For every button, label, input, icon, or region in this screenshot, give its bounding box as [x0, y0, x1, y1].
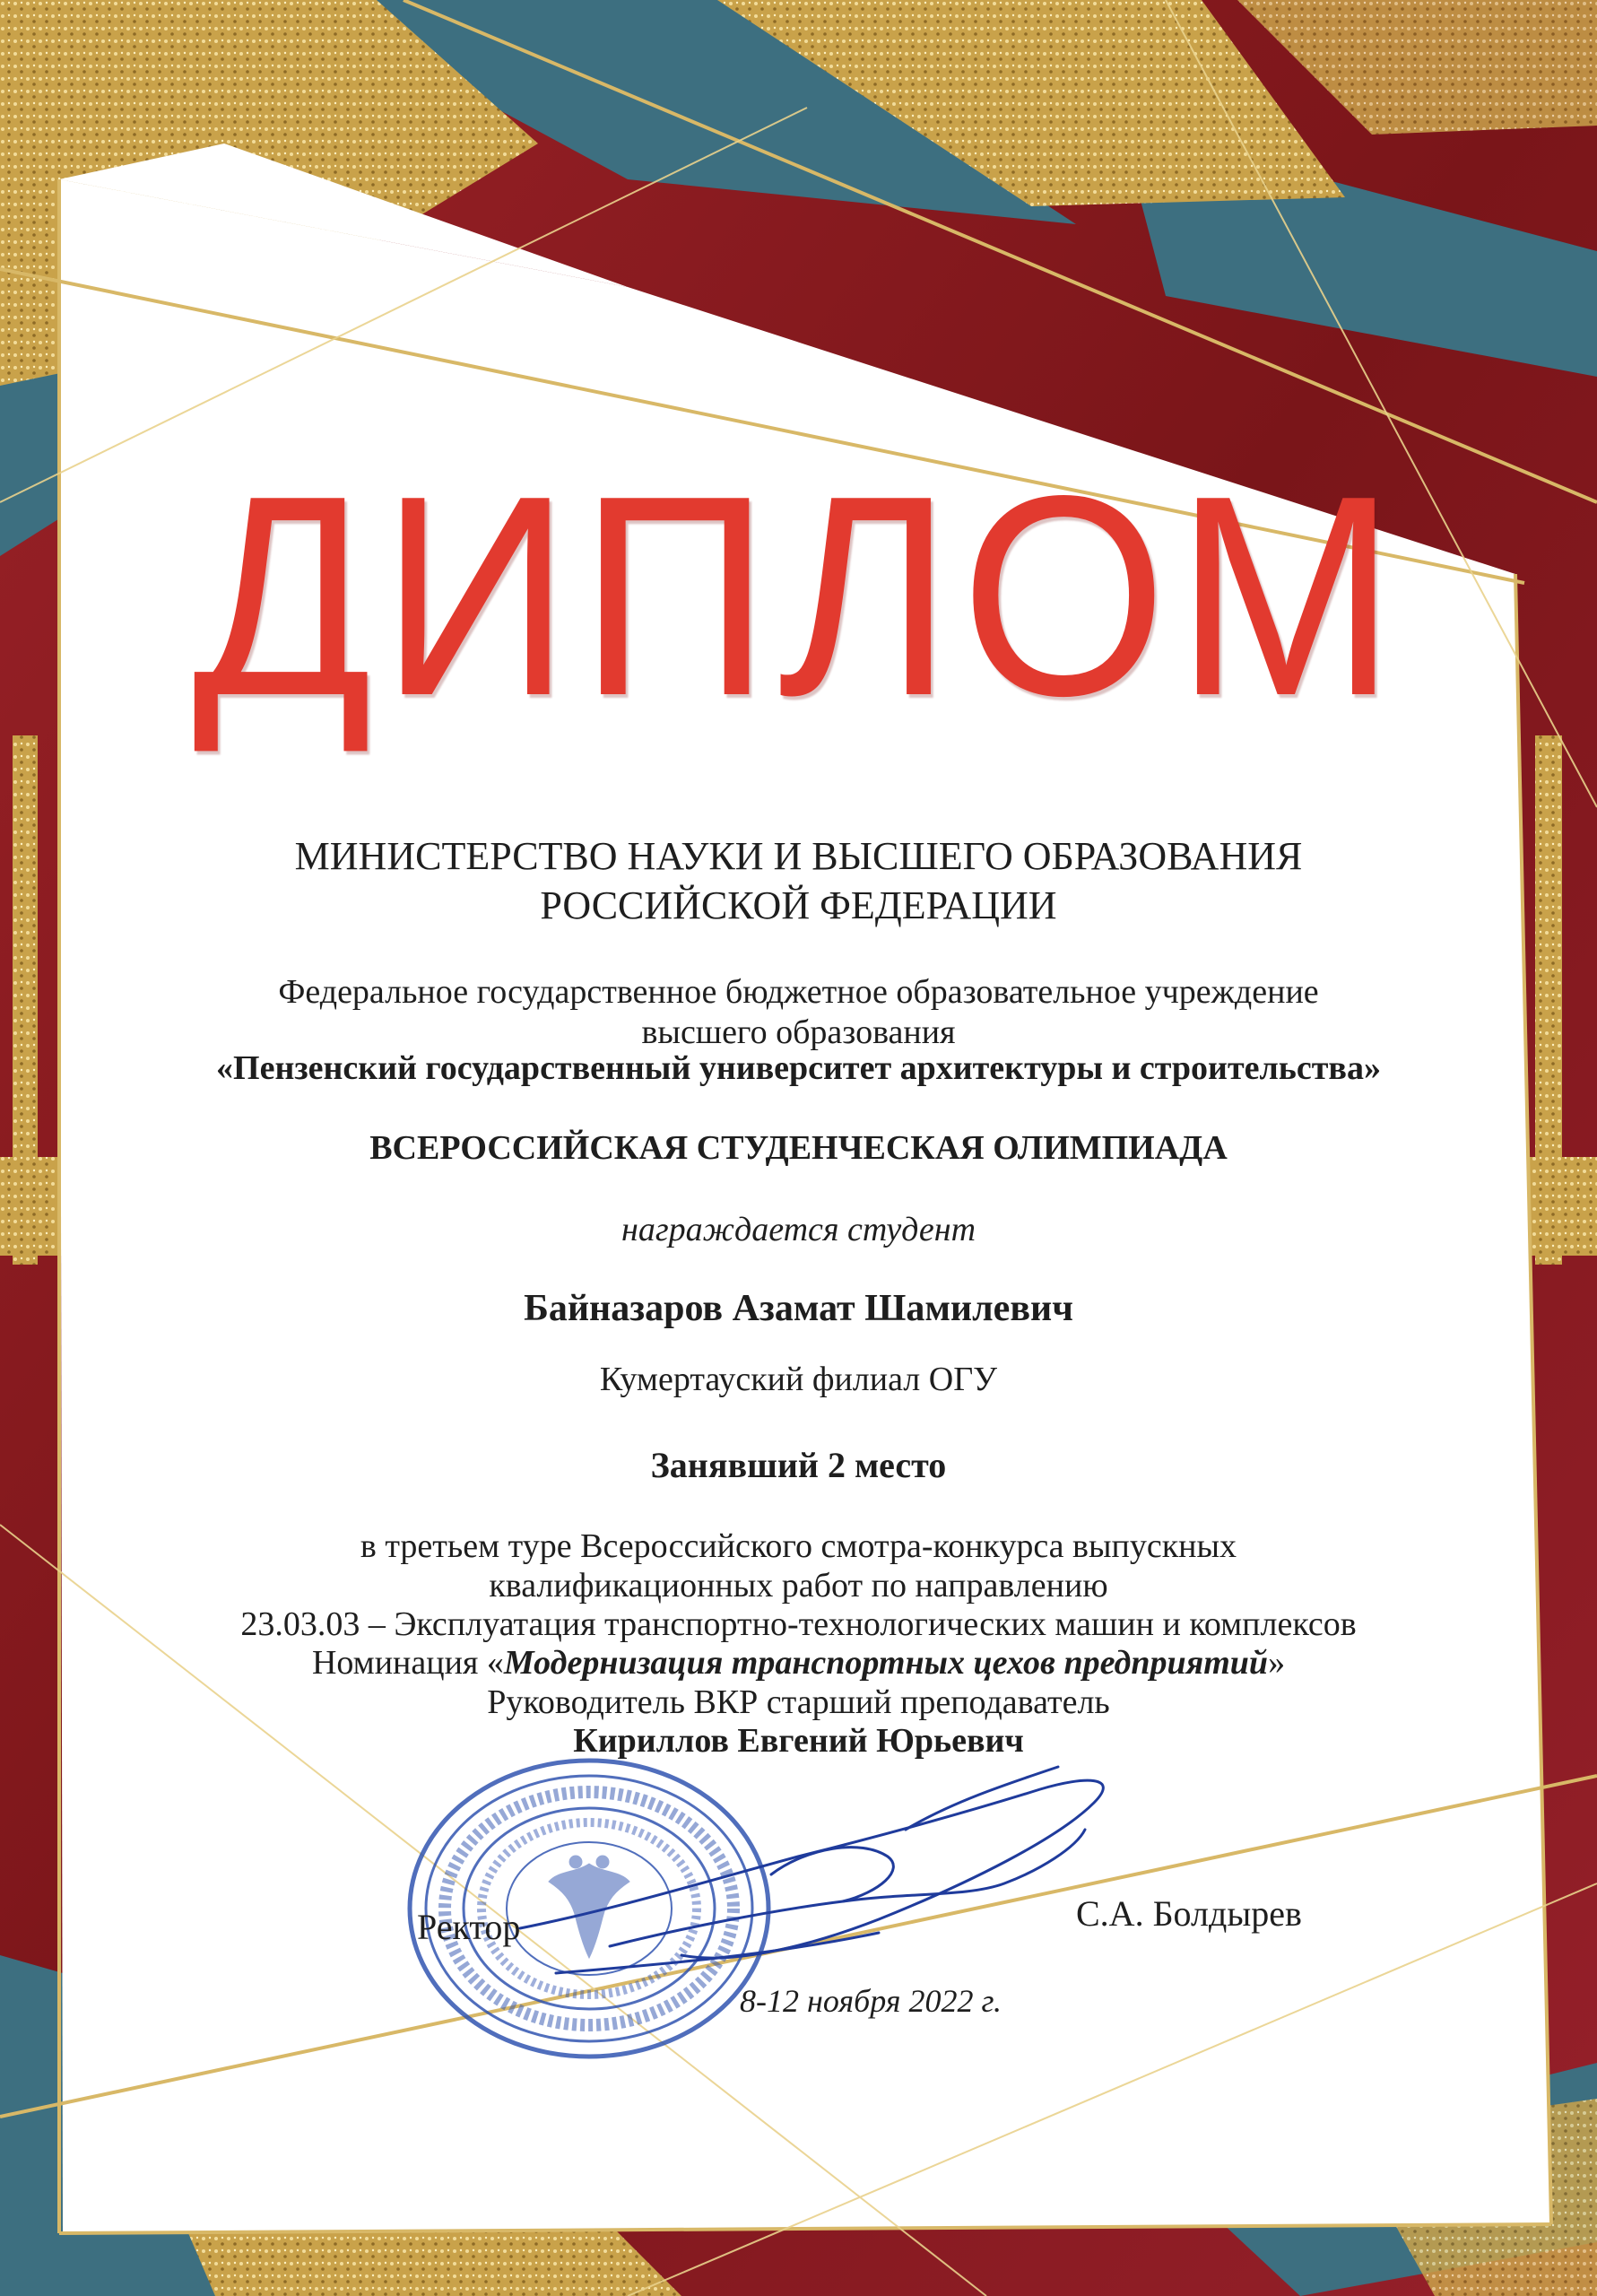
- institution-line-1: Федеральное государственное бюджетное образовательное учреждение: [278, 973, 1319, 1011]
- rector-name: С.А. Болдырев: [1076, 1893, 1302, 1934]
- ministry-line-2: РОССИЙСКОЙ ФЕДЕРАЦИИ: [540, 883, 1057, 927]
- description-line-2: квалификационных работ по направлению: [489, 1567, 1108, 1605]
- rector-label: Ректор: [417, 1907, 521, 1947]
- document-title: ДИПЛОМ: [192, 437, 1405, 755]
- ministry-line-1: МИНИСТЕРСТВО НАУКИ И ВЫСШЕГО ОБРАЗОВАНИЯ: [294, 834, 1303, 878]
- description-line-3: 23.03.03 – Эксплуатация транспортно-технологических машин и комплексов: [240, 1605, 1357, 1643]
- institution-name: «Пензенский государственный университет архитектуры и строительства»: [216, 1049, 1381, 1087]
- date-text: 8-12 ноября 2022 г.: [740, 1983, 1002, 2019]
- nomination-line: [0, 1644, 1597, 1683]
- supervisor-name: Кириллов Евгений Юрьевич: [573, 1722, 1024, 1760]
- place-text: Занявший 2 место: [650, 1445, 947, 1485]
- event-title: ВСЕРОССИЙСКАЯ СТУДЕНЧЕСКАЯ ОЛИМПИАДА: [369, 1129, 1228, 1167]
- nomination-prefix: Номинация «: [311, 1644, 504, 1682]
- student-name: Байназаров Азамат Шамилевич: [524, 1288, 1073, 1329]
- awarded-text: награждается студент: [621, 1211, 976, 1248]
- branch-name: Кумертауский филиал ОГУ: [599, 1361, 998, 1398]
- nomination-title: Модернизация транспортных цехов предприятий: [503, 1644, 1269, 1682]
- description-line-1: в третьем туре Всероссийского смотра-конкурса выпускных: [360, 1527, 1237, 1565]
- handwritten-signature: [502, 1749, 1148, 2009]
- institution-line-2: высшего образования: [641, 1013, 956, 1051]
- nomination-suffix: »: [1268, 1644, 1286, 1682]
- supervisor-role: Руководитель ВКР старший преподаватель: [487, 1683, 1110, 1721]
